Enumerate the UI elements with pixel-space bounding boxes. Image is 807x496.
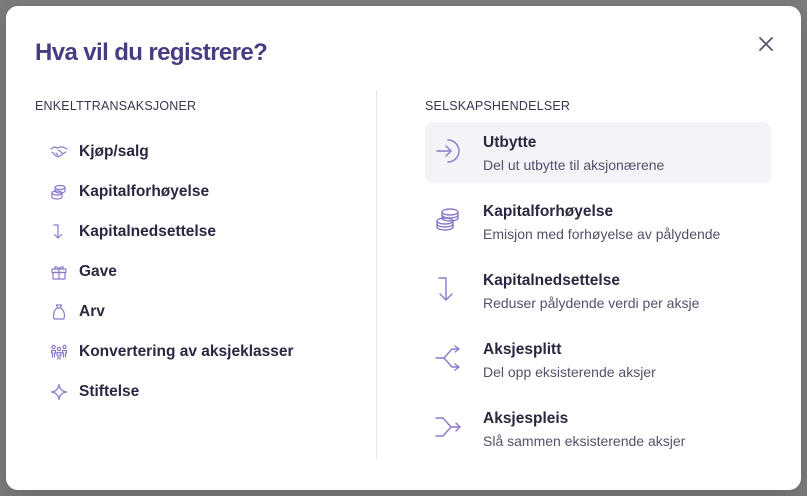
- dialog-title: Hva vil du registrere?: [35, 39, 268, 66]
- option-label: Stiftelse: [79, 383, 140, 400]
- option-gave[interactable]: [35, 252, 355, 292]
- event-title: Kapitalnedsettelse: [483, 272, 620, 289]
- option-stiftelse[interactable]: [35, 372, 355, 412]
- coins-icon: [433, 205, 463, 235]
- arrow-down-icon: [433, 274, 463, 304]
- coins-icon: [50, 183, 68, 201]
- event-kapitalnedsettelse[interactable]: [425, 260, 771, 321]
- option-kjop-salg[interactable]: [35, 132, 355, 172]
- option-label: Arv: [79, 303, 105, 320]
- arrow-in-icon: [433, 136, 463, 166]
- sparkle-icon: [50, 383, 68, 401]
- event-title: Kapitalforhøyelse: [483, 203, 614, 220]
- event-aksjesplitt[interactable]: [425, 329, 771, 390]
- transaction-list: [35, 132, 355, 412]
- money-bag-icon: [50, 303, 68, 321]
- people-icon: [50, 343, 68, 361]
- close-icon: [758, 36, 774, 52]
- event-title: Aksjespleis: [483, 410, 569, 427]
- event-title: Aksjesplitt: [483, 341, 562, 358]
- register-dialog: [6, 6, 801, 490]
- company-event-list: [425, 122, 771, 467]
- option-label: Kapitalforhøyelse: [79, 183, 210, 200]
- event-aksjespleis[interactable]: [425, 398, 771, 459]
- arrow-down-icon: [50, 223, 68, 241]
- event-title: Utbytte: [483, 134, 537, 151]
- event-description: Emisjon med forhøyelse av pålydende: [483, 226, 721, 242]
- event-description: Del ut utbytte til aksjonærene: [483, 157, 665, 173]
- split-icon: [433, 343, 463, 373]
- option-label: Kjøp/salg: [79, 143, 149, 160]
- option-arv[interactable]: [35, 292, 355, 332]
- option-kapitalforhoyelse[interactable]: [35, 172, 355, 212]
- event-kapitalforhoyelse[interactable]: [425, 191, 771, 252]
- option-konvertering-av-aksjeklasser[interactable]: [35, 332, 355, 372]
- event-description: Del opp eksisterende aksjer: [483, 364, 656, 380]
- close-button[interactable]: [754, 32, 778, 56]
- merge-icon: [433, 412, 463, 442]
- gift-icon: [50, 263, 68, 281]
- section-heading-transactions: ENKELTTRANSAKSJONER: [35, 99, 197, 113]
- option-label: Kapitalnedsettelse: [79, 223, 216, 240]
- handshake-icon: [50, 143, 68, 161]
- event-utbytte[interactable]: [425, 122, 771, 183]
- column-divider: [376, 90, 377, 459]
- option-kapitalnedsettelse[interactable]: [35, 212, 355, 252]
- option-label: Konvertering av aksjeklasser: [79, 343, 294, 360]
- option-label: Gave: [79, 263, 117, 280]
- event-description: Reduser pålydende verdi per aksje: [483, 295, 700, 311]
- section-heading-company-events: SELSKAPSHENDELSER: [425, 99, 571, 113]
- event-description: Slå sammen eksisterende aksjer: [483, 433, 686, 449]
